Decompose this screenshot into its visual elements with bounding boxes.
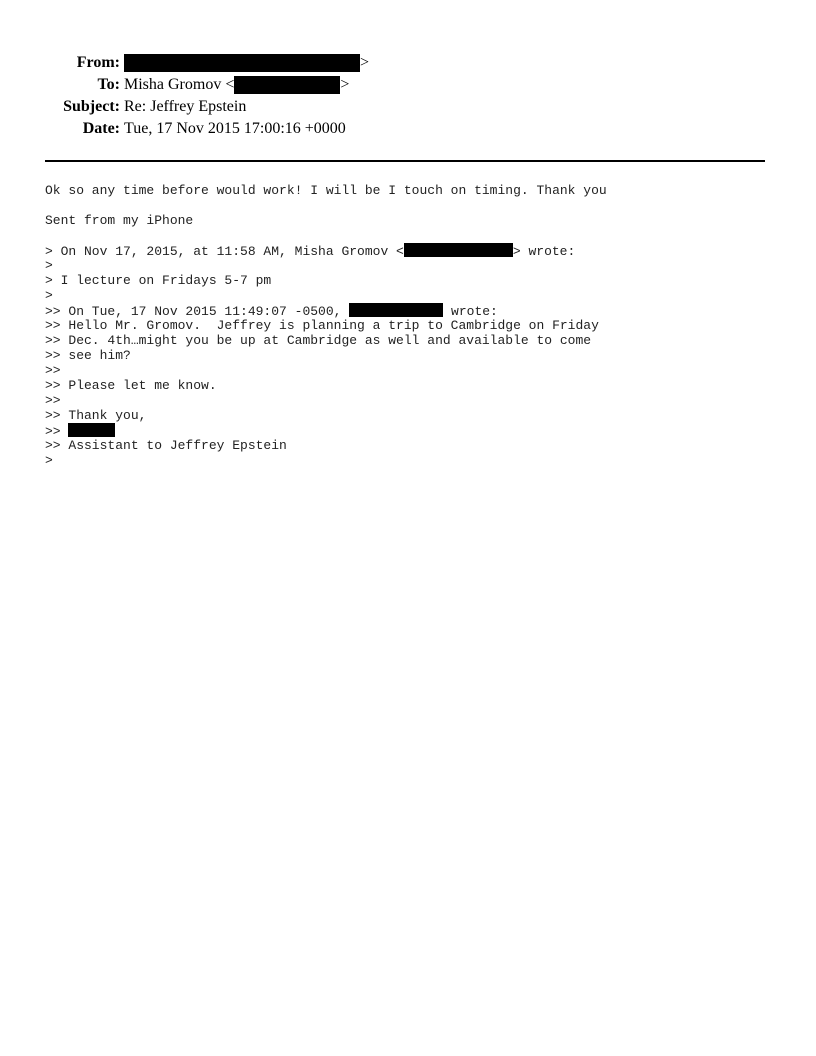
quoted-line [45, 243, 607, 258]
quoted-text: > wrote: [512, 244, 576, 259]
to-row [0, 74, 816, 96]
to-value-suffix: > [340, 76, 350, 93]
email-header [0, 52, 816, 140]
quoted-text: >> [45, 424, 69, 439]
redaction-bar [234, 76, 340, 94]
subject-row [0, 96, 816, 118]
to-label: To: [97, 76, 120, 93]
blank-line [45, 228, 607, 243]
quoted-line: >> Hello Mr. Gromov. Jeffrey is planning a trip to Cambridge on Friday [45, 318, 599, 333]
date-row [0, 118, 816, 140]
date-value: Tue, 17 Nov 2015 17:00:16 +0000 [124, 120, 346, 137]
quoted-line: > I lecture on Fridays 5-7 pm [45, 273, 272, 288]
quoted-line: >> [45, 393, 61, 408]
quoted-line: >> Thank you, [45, 408, 147, 423]
redaction-bar [349, 303, 443, 317]
subject-label: Subject: [63, 98, 120, 115]
quoted-line: >> Dec. 4th…might you be up at Cambridge as well and available to come [45, 333, 592, 348]
quoted-text: wrote: [443, 304, 498, 319]
quoted-line: >> Assistant to Jeffrey Epstein [45, 438, 287, 453]
quoted-line [45, 423, 607, 438]
date-label: Date: [82, 120, 120, 137]
from-row [0, 52, 816, 74]
quoted-line: > [45, 453, 53, 468]
quoted-line: >> [45, 363, 61, 378]
header-divider [45, 160, 765, 162]
quoted-line [45, 303, 607, 318]
quoted-line: >> see him? [45, 348, 131, 363]
redaction-bar [68, 423, 115, 437]
quoted-line: > [45, 288, 53, 303]
subject-value: Re: Jeffrey Epstein [124, 98, 247, 115]
email-body [45, 183, 607, 468]
to-value-prefix: Misha Gromov < [124, 76, 235, 93]
from-value [124, 52, 369, 74]
quoted-line: > [45, 258, 53, 273]
redaction-bar [404, 243, 513, 257]
quoted-line: >> Please let me know. [45, 378, 217, 393]
body-line: Ok so any time before would work! I will be I touch on timing. Thank you [45, 183, 607, 198]
from-label: From: [76, 54, 120, 71]
body-line: Sent from my iPhone [45, 213, 194, 228]
to-value [124, 74, 349, 96]
quoted-text: > On Nov 17, 2015, at 11:58 AM, Misha Gromov < [45, 244, 404, 259]
quoted-text: >> On Tue, 17 Nov 2015 11:49:07 -0500, [45, 304, 350, 319]
redaction-bar [124, 54, 360, 72]
blank-line [45, 198, 607, 213]
from-value-suffix: > [360, 54, 370, 71]
